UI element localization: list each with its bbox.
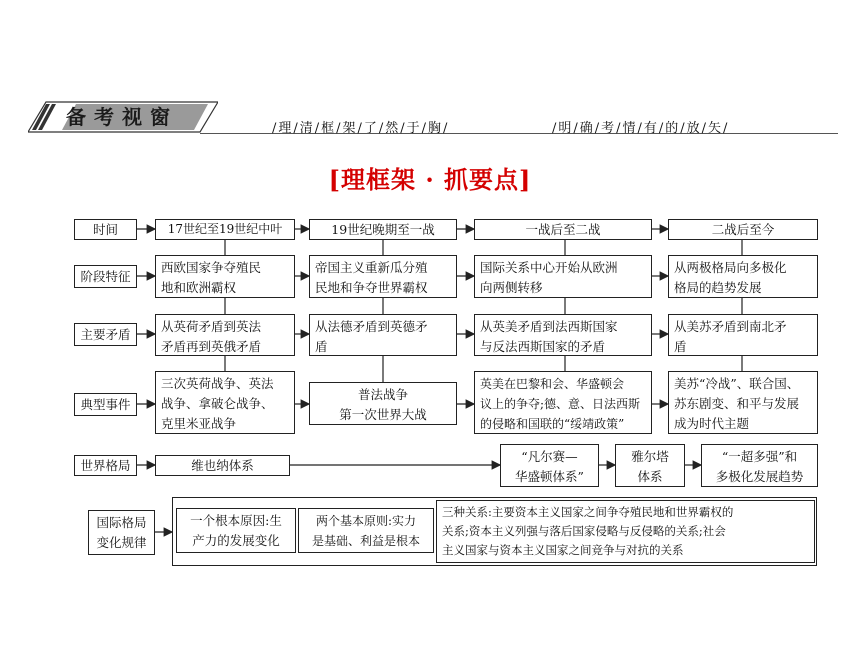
time-cell-1: 17世纪至19世纪中叶 [155, 219, 295, 240]
time-cell-4: 二战后至今 [668, 219, 818, 240]
banner-motto-left: /理/清/框/架/了/然/于/胸/ [272, 121, 450, 136]
stage-cell-4: 从两极格局向多极化 格局的趋势发展 [668, 255, 818, 298]
stage-cell-2: 帝国主义重新瓜分殖 民地和争夺世界霸权 [309, 255, 457, 298]
row-label-time: 时间 [74, 219, 137, 240]
pattern-versailles: “凡尔赛— 华盛顿体系” [500, 444, 599, 487]
time-cell-2: 19世纪晚期至一战 [309, 219, 457, 240]
conflict-cell-3: 从英美矛盾到法西斯国家 与反法西斯国家的矛盾 [474, 314, 652, 356]
page-subtitle: [理框架 · 抓要点] [328, 165, 532, 194]
pattern-yalta: 雅尔塔 体系 [615, 444, 685, 487]
row-label-pattern: 世界格局 [74, 455, 137, 476]
rules-relations: 三种关系:主要资本主义国家之间争夺殖民地和世界霸权的 关系;资本主义列强与落后国家侵略与反侵略的关系;社会 主义国家与资本主义国家之间竞争与对抗的关系 [436, 500, 815, 563]
events-cell-3: 英美在巴黎和会、华盛顿会 议上的争夺;德、意、日法西斯 的侵略和国联的“绥靖政策” [474, 371, 652, 434]
pattern-vienna: 维也纳体系 [155, 455, 290, 476]
banner-motto-right: /明/确/考/情/有/的/放/矢/ [552, 121, 730, 136]
stage-cell-1: 西欧国家争夺殖民 地和欧洲霸权 [155, 255, 295, 298]
conflict-cell-1: 从英荷矛盾到英法 矛盾再到英俄矛盾 [155, 314, 295, 356]
rules-principles: 两个基本原则:实力 是基础、利益是根本 [298, 508, 434, 553]
events-cell-2: 普法战争 第一次世界大战 [309, 382, 457, 425]
row-label-stage: 阶段特征 [74, 265, 137, 288]
conflict-cell-2: 从法德矛盾到英德矛 盾 [309, 314, 457, 356]
conflict-cell-4: 从美苏矛盾到南北矛 盾 [668, 314, 818, 356]
row-label-events: 典型事件 [74, 393, 137, 416]
banner-title: 备考视窗 [66, 105, 178, 129]
time-cell-3: 一战后至二战 [474, 219, 652, 240]
stage-cell-3: 国际关系中心开始从欧洲 向两侧转移 [474, 255, 652, 298]
events-cell-1: 三次英荷战争、英法 战争、拿破仑战争、 克里米亚战争 [155, 371, 295, 434]
events-cell-4: 美苏“冷战”、联合国、 苏东剧变、和平与发展 成为时代主题 [668, 371, 818, 434]
rules-label: 国际格局 变化规律 [88, 510, 155, 555]
rules-root-cause: 一个根本原因:生 产力的发展变化 [176, 508, 296, 553]
row-label-conflict: 主要矛盾 [74, 323, 137, 346]
pattern-multipolar: “一超多强”和 多极化发展趋势 [701, 444, 818, 487]
